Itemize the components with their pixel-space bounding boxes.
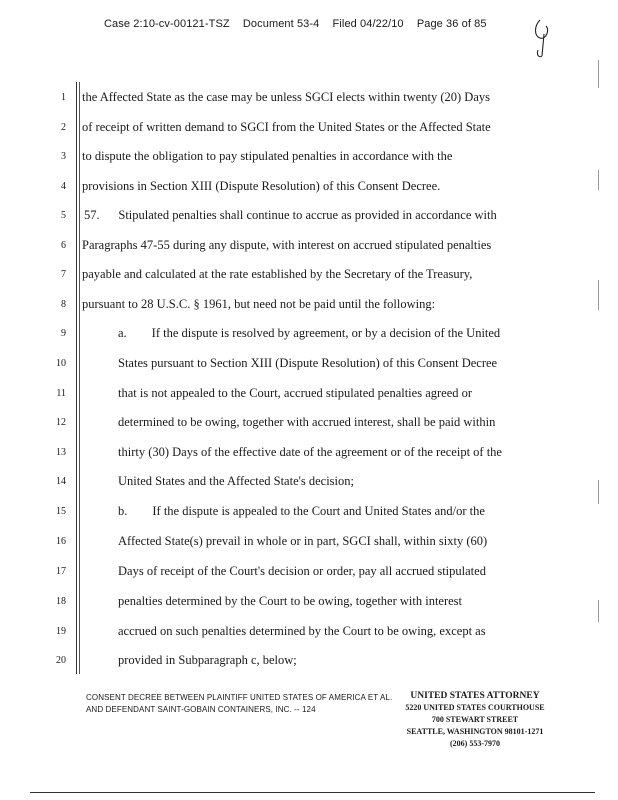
attorney-office-block [390, 690, 560, 750]
line-text: provided in Subparagraph c, below; [118, 653, 297, 667]
line-number: 18 [56, 596, 66, 607]
scan-artifact [598, 480, 599, 504]
pleading-line [0, 120, 618, 140]
line-text: the Affected State as the case may be unless SGCI elects within twenty (20) Days [82, 90, 490, 104]
line-text: of receipt of written demand to SGCI from the United States or the Affected State [82, 120, 491, 134]
pleading-line [0, 179, 618, 199]
document-number: Document 53-4 [242, 18, 320, 30]
line-text: 57. Stipulated penalties shall continue to accrue as provided in accordance with [84, 208, 497, 222]
line-number: 17 [56, 566, 66, 577]
line-number: 19 [56, 626, 66, 637]
pleading-line [0, 326, 618, 346]
line-text: Paragraphs 47-55 during any dispute, with interest on accrued stipulated penalties [82, 238, 492, 252]
line-text: States pursuant to Section XIII (Dispute Resolution) of this Consent Decree [118, 356, 498, 370]
scan-artifact [598, 600, 599, 622]
line-number: 20 [56, 655, 66, 666]
pleading-line [0, 564, 618, 584]
pleading-line [0, 445, 618, 465]
line-number: 5 [61, 210, 66, 221]
line-number: 8 [61, 299, 66, 310]
line-number: 15 [56, 506, 66, 517]
office-title: UNITED STATES ATTORNEY [410, 691, 540, 701]
scan-artifact [598, 280, 599, 310]
filed-date: Filed 04/22/10 [332, 18, 404, 30]
pleading-line [0, 356, 618, 376]
case-header [104, 18, 497, 30]
pleading-line [0, 415, 618, 435]
pleading-line [0, 624, 618, 644]
line-text: b. If the dispute is appealed to the Court and United States and/or the [118, 504, 485, 518]
line-text: Affected State(s) prevail in whole or in part, SGCI shall, within sixty (60) [118, 534, 488, 548]
line-number: 11 [56, 388, 66, 399]
line-number: 1 [61, 92, 66, 103]
office-address-line: SEATTLE, WASHINGTON 98101-1271 [406, 727, 544, 736]
line-number: 6 [61, 240, 66, 251]
pleading-line [0, 90, 618, 110]
pleading-line [0, 267, 618, 287]
pleading-line [0, 386, 618, 406]
line-text: penalties determined by the Court to be owing, together with interest [118, 594, 463, 608]
line-number: 10 [56, 358, 66, 369]
pleading-line [0, 653, 618, 673]
line-number: 12 [56, 417, 66, 428]
line-number: 13 [56, 447, 66, 458]
line-text: provisions in Section XIII (Dispute Resolution) of this Consent Decree. [82, 179, 441, 193]
page-number: Page 36 of 85 [416, 18, 487, 30]
line-number: 2 [61, 122, 66, 133]
line-number: 16 [56, 536, 66, 547]
pleading-line [0, 534, 618, 554]
scan-artifact [598, 170, 599, 190]
line-number: 9 [61, 328, 66, 339]
case-number: Case 2:10-cv-00121-TSZ [104, 18, 230, 30]
pleading-line [0, 149, 618, 169]
line-number: 3 [61, 151, 66, 162]
line-text: payable and calculated at the rate established by the Secretary of the Treasury, [82, 267, 473, 281]
line-text: to dispute the obligation to pay stipulated penalties in accordance with the [82, 149, 453, 163]
line-text: Days of receipt of the Court's decision or order, pay all accrued stipulated [118, 564, 486, 578]
line-text: United States and the Affected State's decision; [118, 474, 354, 488]
line-number: 14 [56, 476, 66, 487]
scan-artifact [598, 60, 599, 88]
line-text: a. If the dispute is resolved by agreement, or by a decision of the United [118, 326, 501, 340]
pleading-line [0, 238, 618, 258]
margin-rule-inner [79, 82, 80, 674]
initials-signature [530, 16, 556, 60]
line-text: that is not appealed to the Court, accrued stipulated penalties agreed or [118, 386, 473, 400]
line-number: 7 [61, 269, 66, 280]
margin-rule [76, 82, 77, 674]
line-text: determined to be owing, together with accrued interest, shall be paid within [118, 415, 496, 429]
bottom-rule [30, 792, 595, 793]
footer-caption-line: CONSENT DECREE BETWEEN PLAINTIFF UNITED STATES OF AMERICA ET AL. [86, 693, 393, 702]
office-phone: (206) 553-7970 [450, 739, 500, 748]
pleading-line [0, 504, 618, 524]
office-address-line: 700 STEWART STREET [431, 715, 519, 724]
pleading-line [0, 208, 618, 228]
footer-caption [86, 692, 392, 716]
line-text: thirty (30) Days of the effective date of the agreement or of the receipt of the [118, 445, 502, 459]
line-number: 4 [61, 181, 66, 192]
footer-caption-line: AND DEFENDANT SAINT-GOBAIN CONTAINERS, INC. -- 124 [86, 705, 316, 714]
pleading-line [0, 474, 618, 494]
pleading-line [0, 297, 618, 317]
office-address-line: 5220 UNITED STATES COURTHOUSE [405, 703, 545, 712]
line-text: accrued on such penalties determined by the Court to be owing, except as [118, 624, 486, 638]
pleading-line [0, 594, 618, 614]
line-text: pursuant to 28 U.S.C. § 1961, but need not be paid until the following: [82, 297, 436, 311]
